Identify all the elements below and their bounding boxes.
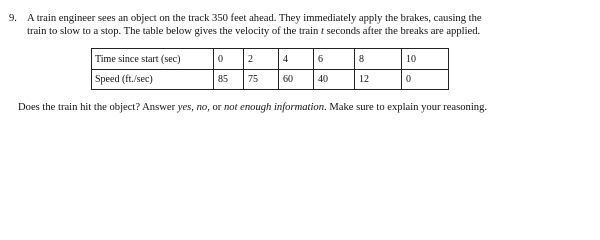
- time-cell: 6: [314, 49, 355, 70]
- question-or: or: [209, 102, 224, 113]
- speed-cell: 60: [279, 70, 314, 90]
- answer-option-yes: yes,: [177, 102, 194, 113]
- time-cell: 10: [402, 49, 449, 70]
- answer-option-no: no,: [196, 102, 210, 113]
- speed-header: Speed (ft./sec): [92, 70, 214, 90]
- time-cell: 4: [279, 49, 314, 70]
- time-row: [92, 49, 449, 70]
- time-variable: t: [321, 26, 324, 37]
- velocity-table: [91, 48, 449, 90]
- speed-row: [92, 70, 449, 90]
- question-end: . Make sure to explain your reasoning.: [324, 102, 488, 113]
- speed-cell: 85: [214, 70, 244, 90]
- time-cell: 2: [244, 49, 279, 70]
- speed-cell: 75: [244, 70, 279, 90]
- problem-text-line-2-end: seconds after the breaks are applied.: [323, 26, 481, 37]
- problem-text-line-2: [27, 25, 480, 38]
- time-cell: 0: [214, 49, 244, 70]
- question-text: [18, 101, 487, 114]
- speed-cell: 12: [355, 70, 402, 90]
- problem-text-line-2-start: train to slow to a stop. The table below gives the velocity of the train: [27, 26, 322, 37]
- problem-text-line-1: A train engineer sees an object on the track 350 feet ahead. They immediately apply the brakes, causing the: [27, 13, 482, 24]
- speed-cell: 0: [402, 70, 449, 90]
- question-start: Does the train hit the object? Answer: [18, 102, 178, 113]
- problem-number: 9.: [9, 13, 17, 24]
- answer-option-not-enough-info: not enough information: [223, 102, 325, 113]
- time-header: Time since start (sec): [92, 49, 214, 70]
- time-cell: 8: [355, 49, 402, 70]
- speed-cell: 40: [314, 70, 355, 90]
